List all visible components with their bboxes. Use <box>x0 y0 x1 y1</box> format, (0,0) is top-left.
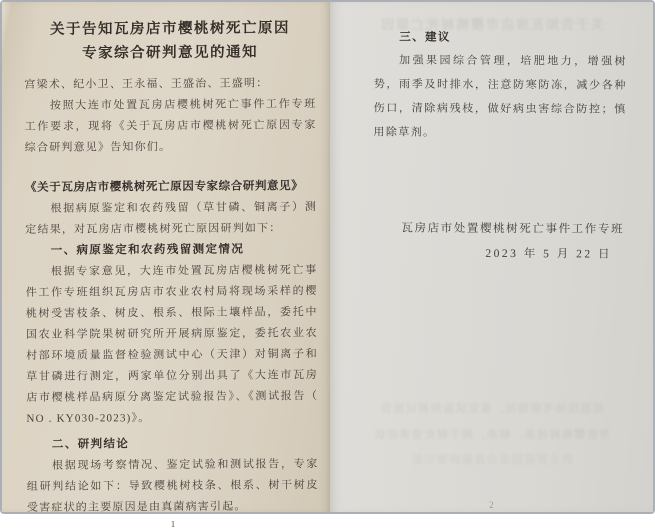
section-3-paragraph: 加强果园综合管理，培肥地力，增强树势，雨季及时排水，注意防寒防冻，减少各种伤口，清除病残枝，做好病虫害综合防控；慎用除草剂。 <box>373 54 627 139</box>
section-2-paragraph: 根据现场考察情况、鉴定试验和测试报告，专家组研判结论如下：导致樱桃树枝条、根系、树干树皮受害症状的主要原因是由真菌病害引起。 <box>26 458 319 514</box>
recipients-line: 宫梁术、纪小卫、王永福、王盛治、王盛明： <box>24 77 269 91</box>
section-3-heading: 三、建议 <box>399 31 451 44</box>
section-2-heading: 二、研判结论 <box>51 438 130 451</box>
section-1-paragraph: 根据专家意见，大连市处置瓦房店樱桃树死亡事件工作专班组织瓦房店市农业农村局将现场采样的樱桃树受害枝条、树皮、根系、根际土壤样品，委托中国农业科学院果树研究所开展病原鉴定，委托农业农村部环境质量监督检验测试中心（天津）对铜离子和草甘磷进行测定，两家单位分别出具了《大连市瓦房店市樱桃样品病原分离鉴定试验报告》、《测试报告（ NO . KY030-2023)》。 <box>25 264 319 425</box>
document-page-1 <box>2 2 330 530</box>
page-number-2: 2 <box>489 500 494 510</box>
bleed-through-text: 根据现场考察情况、鉴定试验和测试报告 <box>378 403 604 415</box>
document-title-line-2: 专家综合研判意见的通知 <box>82 44 259 62</box>
document-page-2 <box>330 2 653 512</box>
section-1-heading: 一、病原鉴定和农药残留测定情况 <box>50 243 245 257</box>
basis-paragraph: 根据病原鉴定和农药残留（草甘磷、铜离子）测定结果，对瓦房店市樱桃树死亡原因研判如下： <box>25 201 318 236</box>
page-number-1: 1 <box>170 518 176 530</box>
signature-block <box>373 216 626 267</box>
opinion-subtitle: 《关于瓦房店市樱桃树死亡原因专家综合研判意见》 <box>24 180 304 194</box>
document-title-line-1: 关于告知瓦房店市樱桃树死亡原因 <box>49 20 291 38</box>
bleed-through-text: 的主要原因是由真菌病害引起 <box>410 454 573 466</box>
bleed-through-text: 关于告知瓦房店市樱桃树死亡原因 <box>378 17 604 32</box>
intro-paragraph: 按照大连市处置瓦房店樱桃树死亡事件工作专班工作要求，现将《关于瓦房店市樱桃树死亡原因专家综合研判意见》告知你们。 <box>24 98 317 154</box>
issue-date: 2023 年 5 月 22 日 <box>485 247 612 261</box>
bleed-through-text: 导致樱桃树枝条、根系、树干树皮受害症状 <box>372 429 611 441</box>
issuing-body-signature: 瓦房店市处置樱桃树死亡事件工作专班 <box>401 222 624 236</box>
